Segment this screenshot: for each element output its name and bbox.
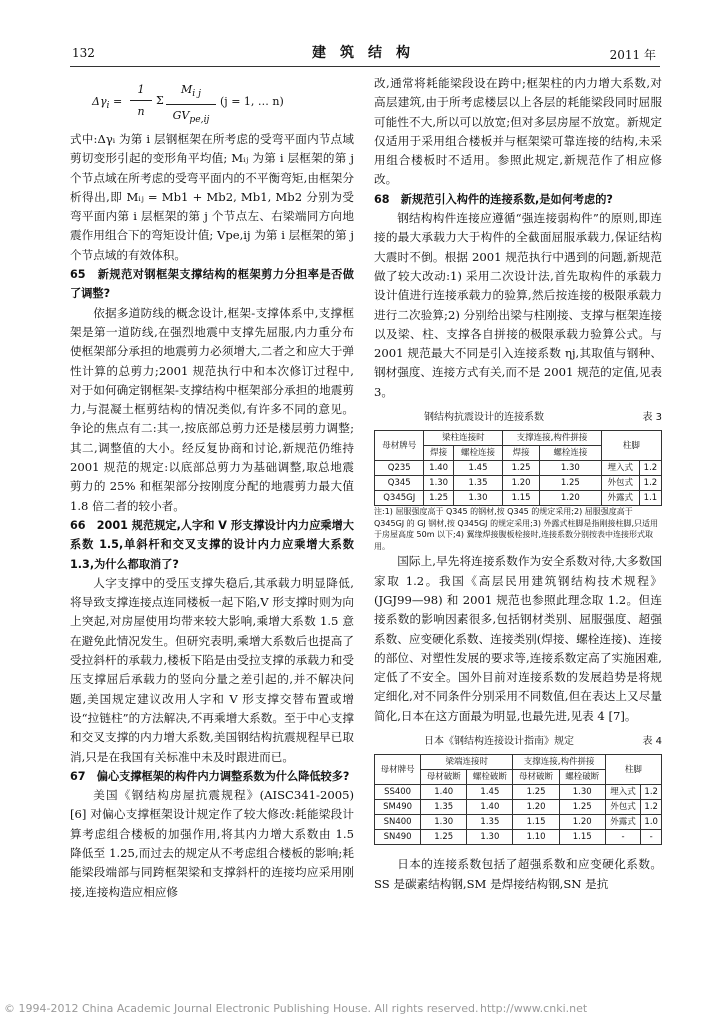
- table-header: 梁端连接时: [421, 755, 513, 770]
- table-header: 螺栓破断: [559, 770, 605, 785]
- table-header: 支撑连接,构件拼接: [503, 431, 602, 446]
- table-header: 焊接: [424, 446, 453, 461]
- question-67: 67 偏心支撑框架的构件内力调整系数为什么降低较多?: [70, 769, 350, 783]
- formula-definition: 式中:Δγᵢ 为第 i 层钢框架在所考虑的受弯平面内节点域剪切变形引起的变形角平均值; Mᵢⱼ 为第 i 层框架的第 j 个节点域在所考虑的受弯平面内的不平衡弯矩,由框架分析得出,即 Mᵢⱼ = Mb1 + Mb2, Mb1, Mb2 分别为受弯平面内第 i 层框架的第 j 个节点左、右梁端同方向地震作用组合下的弯矩设计值; Vpe,ij 为第 i 层框架的第 j 个节点域的有效体积。: [70, 132, 354, 262]
- table-row: Q235 1.40 1.45 1.25 1.30 埋入式 1.2: [375, 461, 662, 476]
- table-row: SN490 1.25 1.30 1.10 1.15 - -: [375, 830, 662, 845]
- footer-url[interactable]: http://www.cnki.net: [480, 1002, 588, 1015]
- paragraph-japan: 日本的连接系数包括了超强系数和应变硬化系数。SS 是碳素结构钢,SM 是焊接结构钢,SN 是抗: [374, 857, 662, 891]
- journal-year: 2011 年: [609, 48, 656, 62]
- table-row: SN400 1.30 1.35 1.15 1.20 外露式 1.0: [375, 815, 662, 830]
- answer-68: 钢结构构件连接应遵循“强连接弱构件”的原则,即连接的最大承载力大于构件的全截面屈服承载力,保证结构大震时不倒。根据 2001 规范执行中遇到的问题,新规范做了较大改动:1) 采用二次设计法,首先取构件的承载力设计值进行连接承载力的验算,然后按连接的极限承载力进行二次验算;2) 分别给出梁与柱刚接、支撑与框架连接以及梁、柱、支撑各自拼接的极限承载力验算公式。与 2001 规范最大不同是引入连接系数 ηj,其取值与钢种、钢材强度、连接方式有关,而不是 2001 规范的定值,见表 3。: [374, 211, 662, 399]
- table-header: 母材牌号: [375, 431, 424, 461]
- formula-fraction-2: $M_{i j}$ $GV_{pe,ij}$: [166, 80, 216, 130]
- question-65: 65 新规范对钢框架支撑结构的框架剪力分担率是否做了调整?: [70, 268, 354, 301]
- formula: [70, 74, 354, 130]
- question-66: 66 2001 规范规定,人字和 V 形支撑设计内力应乘增大系数 1.5,单斜杆和交叉支撑的设计内力应乘增大系数 1.3,为什么都取消了?: [70, 518, 354, 571]
- copyright-text: © 1994-2012 China Academic Journal Electronic Publishing House. All rights reserved.: [4, 1002, 479, 1015]
- table-3: [374, 430, 662, 506]
- left-column: [70, 74, 354, 902]
- formula-range: (j = 1, … n): [220, 95, 284, 108]
- paragraph-continued: 改,通常将耗能梁段设在跨中;框架柱的内力增大系数,对高层建筑,由于所考虑楼层以上各层的耗能梁段同时屈服可能性不大,所以可以放宽;但对多层房屋不放宽。新规定仅适用于采用组合楼板并与框架梁可靠连接的结构,未采用组合楼板时不适用。参照此规定,新规范作了相应修改。: [374, 76, 662, 187]
- table-row: SM490 1.35 1.40 1.20 1.25 外包式 1.2: [375, 800, 662, 815]
- page-number: 132: [72, 46, 95, 60]
- table-header: 螺栓连接: [453, 446, 502, 461]
- formula-lhs: $\Delta\gamma_i$ =: [92, 95, 123, 112]
- table-header: 母材破断: [421, 770, 467, 785]
- right-column: [374, 74, 662, 894]
- table-4: [374, 754, 662, 845]
- answer-67: 美国《钢结构房屋抗震规程》(AISC341-2005) [6] 对偏心支撑框架设计规定作了较大修改:耗能梁段计算考虑组合楼板的加强作用,将其内力增大系数由 1.5 降低至 1.25,而过去的规定从不考虑组合楼板的影响;耗能梁段端部与同跨框架梁和支撑斜杆的连接均应采用刚接,连接构造应相应修: [70, 788, 354, 899]
- table-header: 母材破断: [513, 770, 559, 785]
- formula-sigma: Σ: [156, 94, 164, 107]
- question-68: 68 新规范引入构件的连接系数,是如何考虑的?: [374, 192, 613, 206]
- table-row: SS400 1.40 1.45 1.25 1.30 埋入式 1.2: [375, 785, 662, 800]
- answer-66: 人字支撑中的受压支撑失稳后,其承载力明显降低,将导致支撑连接点连同楼板一起下陷,V 形支撑时则为向上突起,对房屋使用均带来较大影响,乘增大系数 1.5 意在避免此情况发生。但研究表明,乘增大系数后也提高了受拉斜杆的承载力,楼板下陷是由受拉支撑的承载力和受压支撑屈后承载力的竖向分量之差引起的,并不解决问题,美国规定建议改用人字和 V 形支撑交替布置或增设“拉链柱”的方法解决,不再乘增大系数。至于中心支撑和交叉支撑的内力增大系数,美国钢结构抗震规程早已取消,只是在我国有关标准中未及时跟进而已。: [70, 575, 354, 764]
- table-header: 柱脚: [601, 431, 661, 461]
- journal-title: 建筑结构: [312, 45, 424, 61]
- table-row: Q345GJ 1.25 1.30 1.15 1.20 外露式 1.1: [375, 491, 662, 506]
- table-3-note: 注:1) 屈服强度高于 Q345 的钢材,按 Q345 的规定采用;2) 屈服强度高于 Q345GJ 的 GJ 钢材,按 Q345GJ 的规定采用;3) 外露式柱脚是指刚接柱脚,只适用于房屋高度 50m 以下;4) 翼缘焊接腹板栓接时,连接系数分别按表中连接形式取用。: [374, 507, 659, 551]
- table-header: 母材牌号: [375, 755, 421, 785]
- table-header: 焊接: [503, 446, 540, 461]
- table-header: 螺栓连接: [539, 446, 601, 461]
- table-4-caption: 日本《钢结构连接设计指南》规定 表 4: [424, 736, 662, 748]
- table-3-caption: 钢结构抗震设计的连接系数 表 3: [424, 412, 662, 424]
- paragraph-international: 国际上,早先将连接系数作为安全系数对待,大多数国家取 1.2。我国《高层民用建筑钢结构技术规程》(JGJ99—98) 和 2001 规范也参照此理念取 1.2。但连接系数的影响因素很多,包括钢材类别、屈服强度、超强系数、应变硬化系数、连接类别(焊接、螺栓连接)、连接的部位、对塑性发展的要求等,连接系数定高了实施困难,定低了不安全。国外目前对连接系数的发展趋势是将规定细化,对不同条件分别采用不同数值,但在表达上又尽量简化,日本在这方面最为明显,也最先进,见表 4 [7]。: [374, 554, 662, 723]
- table-row: Q345 1.30 1.35 1.20 1.25 外包式 1.2: [375, 476, 662, 491]
- table-header: 柱脚: [605, 755, 661, 785]
- table-header: 梁柱连接时: [424, 431, 503, 446]
- formula-fraction-1: 1 n: [130, 80, 152, 122]
- table-header: 螺栓破断: [467, 770, 513, 785]
- table-header: 支撑连接,构件拼接: [513, 755, 605, 770]
- answer-65: 依据多道防线的概念设计,框架-支撑体系中,支撑框架是第一道防线,在强烈地震中支撑先屈服,内力重分布使框架部分承担的地震剪力必须增大,二者之和应大于弹性计算的总剪力;2001 规范执行中和本次修订过程中,对于如何确定钢框架-支撑结构中框架部分承担的地震剪力,与混凝土框剪结构的情况类似,有许多不同的意见。争论的焦点有二:其一,按底部总剪力还是楼层剪力调整;其二,调整值的大小。经反复协商和讨论,新规范仍维持 2001 规范的规定:以底部总剪力为基础调整,取总地震剪力的 25% 和框架部分按刚度分配的地震剪力最大值 1.8 倍二者的较小者。: [70, 305, 354, 513]
- page-header: [0, 0, 724, 70]
- header-rule: [70, 66, 660, 67]
